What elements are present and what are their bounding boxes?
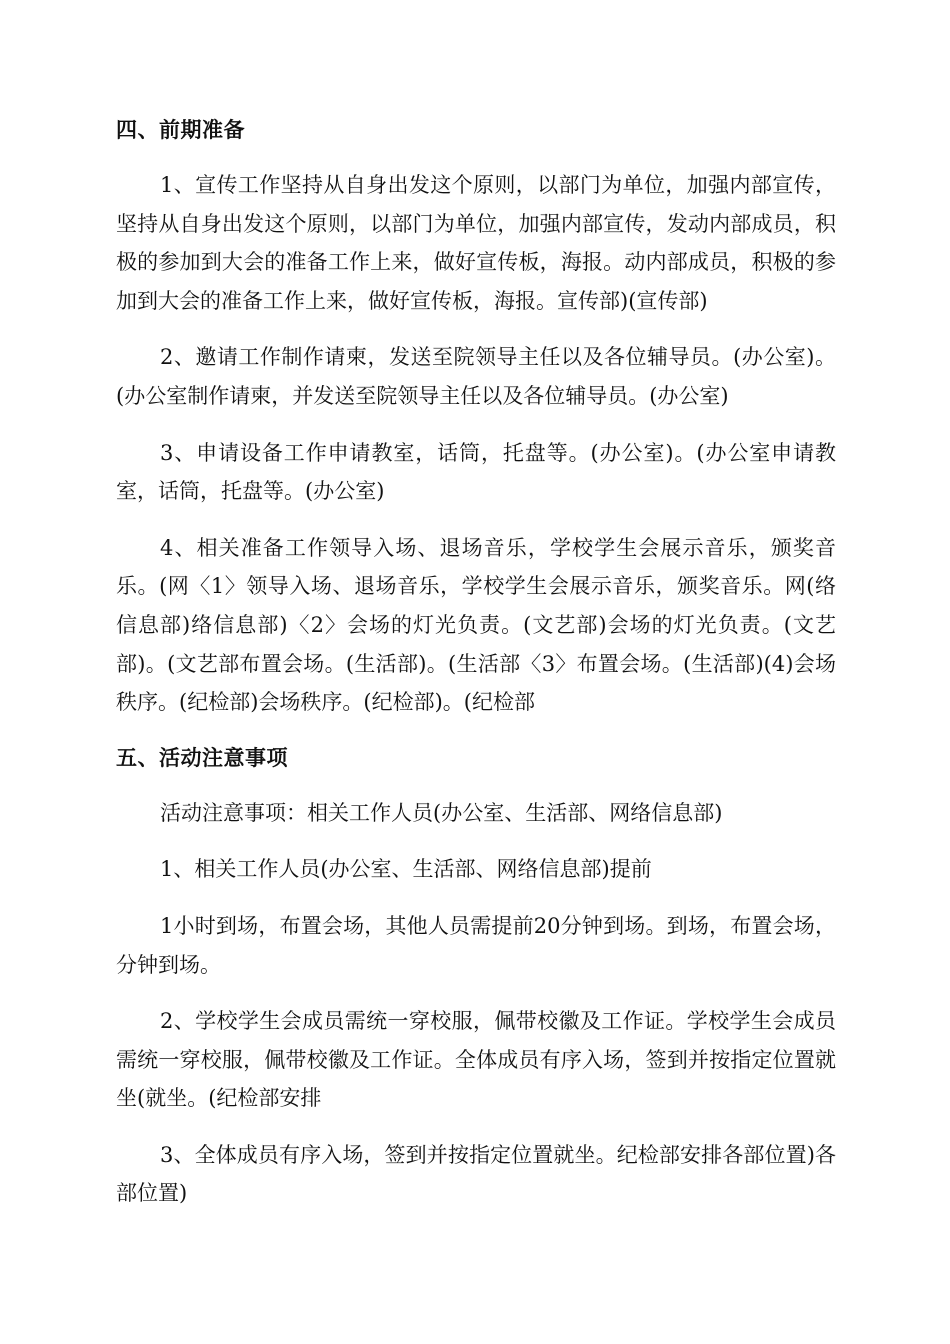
- paragraph-notes-arrival: 1小时到场，布置会场，其他人员需提前20分钟到场。到场，布置会场，分钟到场。: [116, 913, 836, 977]
- paragraph-notes-3: 3、全体成员有序入场，签到并按指定位置就坐。纪检部安排各部位置)各部位置): [116, 1142, 836, 1206]
- section-heading-preparation: 四、前期准备: [116, 118, 245, 142]
- section-notes: [116, 740, 836, 1213]
- paragraph-equipment: 3、申请设备工作申请教室，话筒，托盘等。(办公室)。(办公室申请教室，话筒，托盘等。(办公室): [116, 440, 836, 504]
- paragraph-notes-1: 1、相关工作人员(办公室、生活部、网络信息部)提前: [160, 857, 652, 882]
- section-preparation: [116, 112, 836, 722]
- document-page: [116, 112, 836, 1231]
- section-heading-notes: 五、活动注意事项: [116, 745, 288, 770]
- paragraph-notes-intro: 活动注意事项：相关工作人员(办公室、生活部、网络信息部): [160, 800, 723, 825]
- paragraph-related-preparation: 4、相关准备工作领导入场、退场音乐，学校学生会展示音乐，颁奖音乐。(网〈1〉领导入场、退场音乐，学校学生会展示音乐，颁奖音乐。网(络信息部)络信息部)〈2〉会场的灯光负责。(文艺部)会场的灯光负责。(文艺部)。(文艺部布置会场。(生活部)。(生活部〈3〉布置会场。(生活部)(4)会场秩序。(纪检部)会场秩序。(纪检部)。(纪检部: [116, 535, 836, 715]
- paragraph-publicity: 1、宣传工作坚持从自身出发这个原则，以部门为单位，加强内部宣传，坚持从自身出发这个原则，以部门为单位，加强内部宣传，发动内部成员，积极的参加到大会的准备工作上来，做好宣传板，海报。动内部成员，积极的参加到大会的准备工作上来，做好宣传板，海报。宣传部)(宣传部): [116, 173, 836, 313]
- paragraph-notes-2: 2、学校学生会成员需统一穿校服，佩带校徽及工作证。学校学生会成员需统一穿校服，佩带校徽及工作证。全体成员有序入场，签到并按指定位置就坐(就坐。(纪检部安排: [116, 1009, 836, 1111]
- paragraph-invitation: 2、邀请工作制作请柬，发送至院领导主任以及各位辅导员。(办公室)。(办公室制作请柬，并发送至院领导主任以及各位辅导员。(办公室): [116, 345, 836, 408]
